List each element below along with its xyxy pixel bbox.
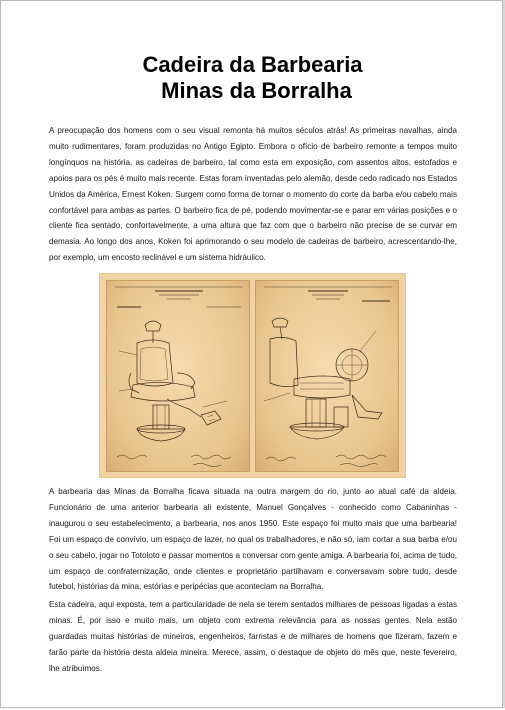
intro-paragraph bbox=[49, 123, 457, 266]
patent-drawing-right bbox=[255, 280, 399, 472]
barber-chair-drawing-right bbox=[256, 281, 400, 473]
paragraph-barbershop: A barbearia das Minas da Borralha ficava situada na outra margem do rio, junto ao atual café da aldeia. Funcionário de uma anterior barbearia ali existente, Manuel Gonçalves - conhecido como Cabaninhas - inaugurou o seu estabelecimento, a barbearia, nos anos 1950. Este espaço foi muito mais que uma barbearia! Foi um espaço de convívio, um espaço de lazer, no qual os trabalhadores, e não só, iam cortar a sua barba e/ou o seu cabelo, jogar no Totoloto e passar momentos a conversar com gente amiga. A barbearia foi, acima de tudo, um espaço de confraternização, onde clientes e proprietário partilhavam e conversavam sobre tudo, desde futebol, histórias da mina, estórias e peripécias que aconteciam na Borralha. bbox=[49, 487, 457, 592]
title-line-2: Minas da Borralha bbox=[161, 78, 352, 103]
chair-paragraph bbox=[49, 597, 457, 677]
paragraph-chair: Esta cadeira, aqui exposta, tem a particularidade de nela se terem sentados milhares de pessoas ligadas a estas minas. É, por isso e muito mais, um objeto com extrema relevância para as nossas gentes. Nela estão guardadas muitas histórias de mineiros, engenheiros, farristas e de milhares de homens que fizeram, fazem e farão parte da história desta aldeia mineira. Merece, assim, o destaque de objeto do mês que, neste fevereiro, lhe atribuímos. bbox=[49, 600, 457, 673]
document-title bbox=[0, 52, 505, 104]
barber-chair-drawing-left bbox=[107, 281, 251, 473]
title-line-1: Cadeira da Barbearia bbox=[142, 52, 363, 77]
paragraph-history: A preocupação dos homens com o seu visual remonta há muitos séculos atrás! As primeiras navalhas, ainda muito rudimentares, foram produzidas no Antigo Egipto. Embora o ofício de barbeiro remonte a tempos muito longínquos na história, as cadeiras de barbeiro, tal como esta em exposição, com assentos altos, estofados e apoios para os pés é muito mais recente. Estas foram inventadas pelo alemão, desde cedo radicado nos Estados Unidos da América, Ernest Koken. Surgem como forma de tornar o momento do corte da barba e/ou cabelo mais confortável para ambas as partes. O barbeiro fica de pé, podendo movimentar-se e parar em várias posições e o cliente fica sentado, confortavelmente, a uma altura que faz com que o barbeiro não precise de se curvar em demasia. Ao longo dos anos, Koken foi aprimorando o seu modelo de cadeiras de barbeiro, acrescentando-lhe, por exemplo, um encosto reclinável e um sistema hidráulico. bbox=[49, 126, 457, 263]
patent-drawings-image bbox=[100, 274, 405, 477]
barbershop-paragraph bbox=[49, 484, 457, 595]
patent-drawing-left bbox=[106, 280, 250, 472]
